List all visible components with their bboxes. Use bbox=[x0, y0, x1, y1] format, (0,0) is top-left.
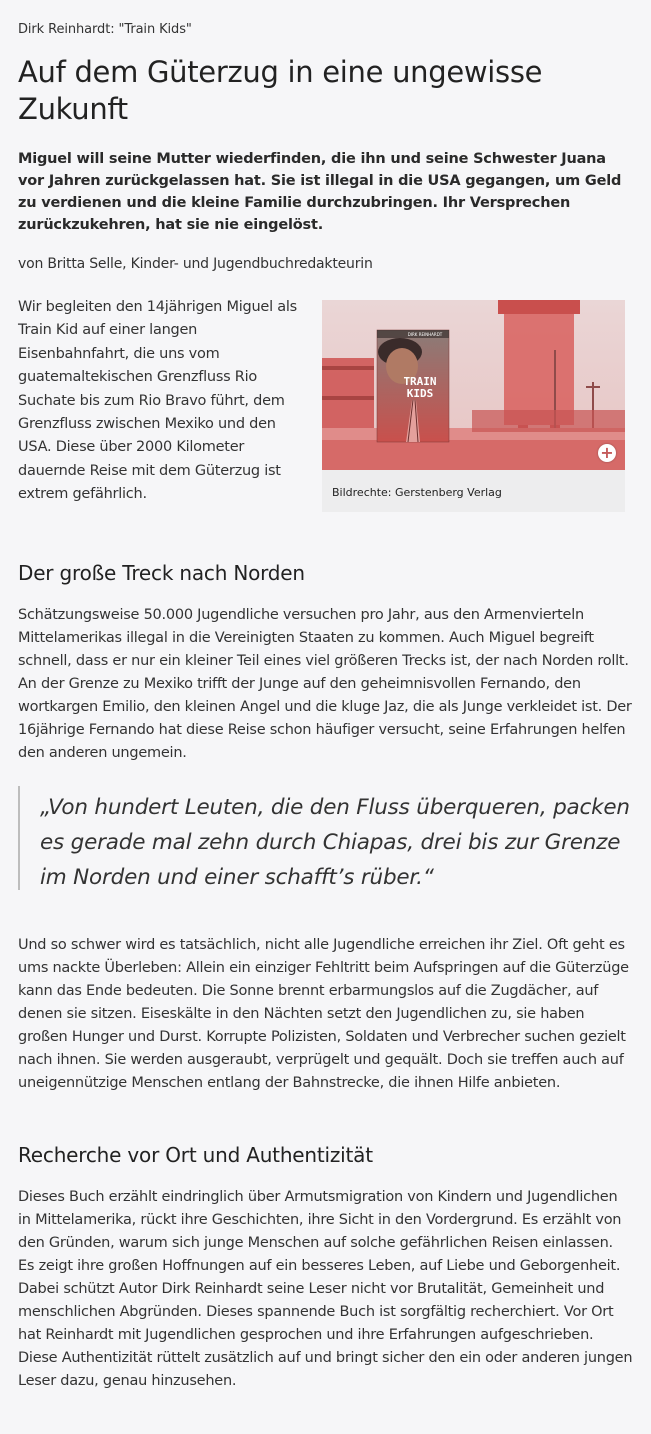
article-kicker: Dirk Reinhardt: "Train Kids" bbox=[18, 22, 192, 37]
section-text-recherche: Dieses Buch erzählt eindringlich über Armutsmigration von Kindern und Jugendlichen in Mittelamerika, rückt ihre Geschichten, ihre Sicht in den Vordergrund. Es erzählt von den Gründen, warum sich junge Menschen auf solche gefährlichen Reisen einlassen. Es zeigt ihre großen Hoffnungen auf ein besseres Leben, auf Liebe und Geborgenheit. Dabei schützt Autor Dirk Reinhardt seine Leser nicht vor Brutalität, Gemeinheit und menschlichen Abgründen. Dieses spannende Buch ist sorgfältig recherchiert. Vor Ort hat Reinhardt mit Jugendlichen gesprochen und ihre Erfahrungen aufgeschrieben. Diese Authentizität rüttelt zusätzlich auf und bringt sicher den ein oder anderen jungen Leser dazu, genau hinzusehen. bbox=[18, 1189, 633, 1389]
plus-circle-icon[interactable]: + bbox=[598, 444, 616, 462]
image-caption: Bildrechte: Gerstenberg Verlag bbox=[332, 486, 502, 499]
book-author-text: DIRK REINHARDT bbox=[407, 332, 443, 337]
article-intro: Wir begleiten den 14jährigen Miguel als Train Kid auf einer langen Eisenbahnfahrt, die uns vom guatemaltekischen Grenzfluss Rio Suchate bis zum Rio Bravo führt, dem Grenzfluss zwischen Mexiko und den USA. Diese über 2000 Kilometer dauernde Reise mit dem Güterzug ist extrem gefährlich. bbox=[18, 299, 297, 503]
section-text-treck: Schätzungsweise 50.000 Jugendliche versuchen pro Jahr, aus den Armenvierteln Mittelamerikas illegal in die Vereinigten Staaten zu kommen. Auch Miguel begreift schnell, dass er nur ein kleiner Teil eines viel größeren Trecks ist, der nach Norden rollt. An der Grenze zu Mexiko trifft der Junge auf den geheimnisvollen Fernando, den wortkargen Emilio, den kleinen Angel und die kluge Jaz, die als Junge verkleidet ist. Der 16jährige Fernando hat diese Reise schon häufiger versucht, seine Erfahrungen helfen den anderen ungemein. bbox=[18, 607, 632, 761]
section-heading-treck: Der große Treck nach Norden bbox=[18, 561, 305, 585]
section-heading-recherche: Recherche vor Ort und Authentizität bbox=[18, 1143, 373, 1167]
article-lead: Miguel will seine Mutter wiederfinden, die ihn und seine Schwester Juana vor Jahren zurückgelassen hat. Sie ist illegal in die USA gegangen, um Geld zu verdienen und die kleine Familie durchzubringen. Ihr Versprechen zurückzukehren, hat sie nie eingelöst. bbox=[18, 151, 622, 233]
pull-quote bbox=[18, 786, 635, 890]
book-title-line1: TRAIN bbox=[403, 375, 437, 388]
article-byline: von Britta Selle, Kinder- und Jugendbuchredakteurin bbox=[18, 256, 373, 272]
section-text-treck-2: Und so schwer wird es tatsächlich, nicht alle Jugendliche erreichen ihr Ziel. Oft geht es ums nackte Überleben: Allein ein einziger Fehltritt beim Aufspringen auf die Güterzüge kann das Ende bedeuten. Die Sonne brennt erbarmungslos auf die Zugdächer, auf denen sie sitzen. Eiseskälte in den Nächten setzt den Jugendlichen zu, sie haben großen Hunger und Durst. Korrupte Polizisten, Soldaten und Verbrecher suchen gezielt nach ihnen. Sie werden ausgeraubt, verprügelt und gequält. Doch sie treffen auch auf uneigennützige Menschen entlang der Bahnstrecke, die ihnen Hilfe anbieten. bbox=[18, 937, 629, 1091]
article-title: Auf dem Güterzug in eine ungewisse Zukunft bbox=[18, 55, 543, 126]
pull-quote-text: „Von hundert Leuten, die den Fluss überqueren, packen es gerade mal zehn durch Chiapas, drei bis zur Grenze im Norden und einer schafft’s rüber.“ bbox=[40, 795, 630, 890]
book-cover-figure[interactable] bbox=[322, 300, 625, 512]
book-cover-image[interactable] bbox=[322, 300, 625, 470]
book-title-line2: KIDS bbox=[406, 387, 434, 400]
